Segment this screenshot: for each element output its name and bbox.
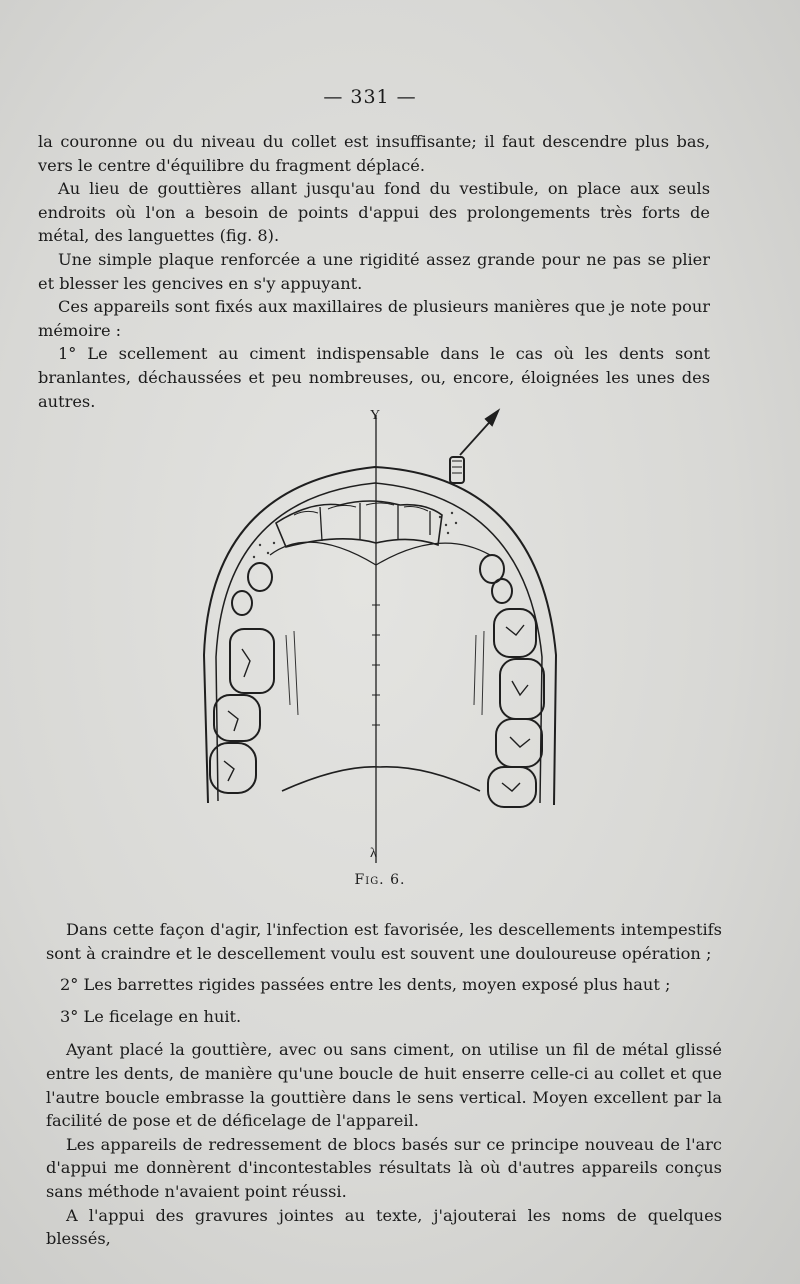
right-molar (500, 659, 544, 719)
list-item: 2° Les barrettes rigides passées entre les dents, moyen exposé plus haut ; (60, 975, 671, 995)
top-axis-label: Y (370, 408, 381, 423)
text-block-top (38, 130, 710, 413)
right-molar (488, 767, 536, 807)
figure-caption-text: Fig. 6. (354, 872, 406, 888)
palate-outline (282, 767, 480, 791)
outer-splint-arch (204, 467, 556, 805)
paragraph: 1° Le scellement au ciment indispensable dans le cas où les dents sont branlantes, déchaussées et peu nombreuses, ou, encore, éloignées les unes des autres. (38, 344, 710, 411)
dental-arch-illustration (190, 405, 570, 865)
right-molar (494, 609, 536, 657)
page-number: — 331 — (323, 86, 417, 108)
paragraph: Dans cette façon d'agir, l'infection est favorisée, les descellements intempestifs sont à craindre et le descellement voulu est souvent une douloureuse opération ; (46, 920, 722, 963)
paragraph: Ayant placé la gouttière, avec ou sans ciment, on utilise un fil de métal glissé entre les dents, de manière qu'une boucle de huit enserre celle-ci au collet et que l'autre boucle embrasse la gouttière dans le sens vertical. Moyen excellent par la facilité de pose et de déficelage de l'appareil. (46, 1040, 722, 1131)
paragraph: Une simple plaque renforcée a une rigidité assez grande pour ne pas se plier et blesser les gencives en s'y appuyant. (38, 249, 710, 293)
front-teeth (276, 501, 442, 547)
inner-splint-arch (216, 483, 542, 803)
text-block-bottom (46, 918, 722, 1251)
figure-caption (0, 872, 760, 888)
paragraph: la couronne ou du niveau du collet est insuffisante; il faut descendre plus bas, vers le centre d'équilibre du fragment déplacé. (38, 132, 710, 175)
left-molar (230, 629, 274, 693)
paragraph: Ces appareils sont fixés aux maxillaires de plusieurs manières que je note pour mémoire : (38, 297, 710, 340)
paragraph: Les appareils de redressement de blocs basés sur ce principe nouveau de l'arc d'appui me donnèrent d'incontestables résultats là où d'autres appareils conçus sans méthode n'avaient point réussi. (46, 1134, 722, 1201)
list-item: 3° Le ficelage en huit. (60, 1006, 242, 1026)
bottom-axis-label: λ (370, 846, 377, 861)
paragraph: A l'appui des gravures jointes au texte, j'ajouterai les noms de quelques blessés, (46, 1205, 722, 1249)
palate-inner (270, 542, 490, 565)
paragraph: Au lieu de gouttières allant jusqu'au fond du vestibule, on place aux seuls endroits où l'on a besoin de points d'appui des prolongements très forts de métal, des languettes (fig. 8). (38, 179, 710, 246)
right-molar (496, 719, 542, 767)
